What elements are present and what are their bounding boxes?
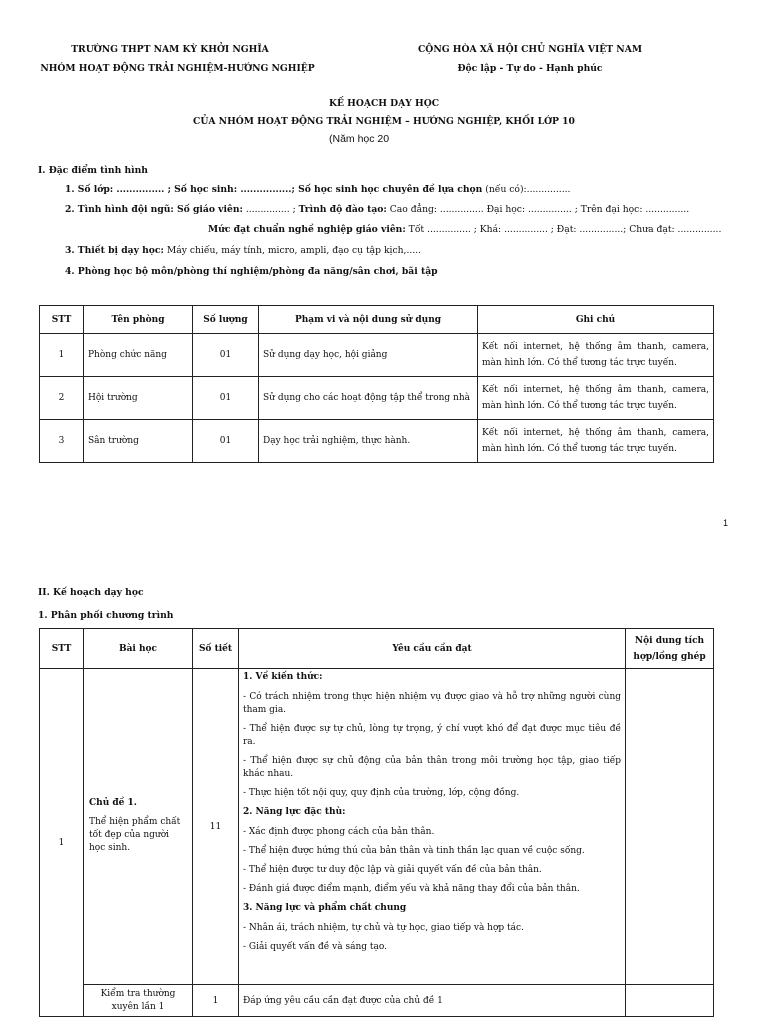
section2-sub1: 1. Phân phối chương trình: [38, 610, 174, 621]
row-requirements: Đáp ứng yêu cầu cần đạt được của chủ đề 1: [239, 985, 626, 1017]
row-room-name: Phòng chức năng: [84, 334, 193, 377]
req-heading-knowledge: 1. Về kiến thức:: [243, 672, 323, 682]
section2-heading: II. Kế hoạch dạy học: [38, 587, 144, 598]
item1-text: ............... ; Số học sinh: ................; Số học sinh học chuyên đề lựa chọn: [113, 184, 483, 195]
item2-label: 2. Tình hình đội ngũ: Số giáo viên:: [65, 204, 243, 215]
row-periods: 1: [193, 985, 239, 1017]
table-row: [40, 669, 714, 985]
plan-subtitle: CỦA NHÓM HOẠT ĐỘNG TRẢI NGHIỆM – HƯỚNG NGHIỆP, KHỐI LỚP 10: [193, 116, 575, 127]
row-note: Kết nối internet, hệ thống âm thanh, camera, màn hình lớn. Có thể tương tác trực tuyến.: [478, 334, 714, 377]
row-integration: [626, 985, 714, 1017]
col-quantity: Số lượng: [193, 306, 259, 334]
col-scope: Phạm vi và nội dung sử dụng: [259, 306, 478, 334]
row-note: Kết nối internet, hệ thống âm thanh, camera, màn hình lớn. Có thể tương tác trực tuyến.: [478, 377, 714, 420]
item2-label2: Trình độ đào tạo:: [298, 204, 387, 215]
row-room-name: Hội trường: [84, 377, 193, 420]
section1-item2b: [208, 224, 721, 235]
col-requirements: Yêu cầu cần đạt: [239, 629, 626, 669]
row-periods: 11: [193, 669, 239, 985]
req-heading-general: 3. Năng lực và phẩm chất chung: [243, 903, 407, 913]
req-item: - Nhân ái, trách nhiệm, tự chủ và tự học, giao tiếp và hợp tác.: [243, 923, 524, 933]
rooms-table: [39, 305, 714, 463]
col-lesson: Bài học: [84, 629, 193, 669]
row-quantity: 01: [193, 420, 259, 463]
row-stt: 1: [40, 669, 84, 1017]
row-note: Kết nối internet, hệ thống âm thanh, camera, màn hình lớn. Có thể tương tác trực tuyến.: [478, 420, 714, 463]
row-stt: 3: [40, 420, 84, 463]
req-item: - Thể hiện được sự tự chủ, lòng tự trọng, ý chí vượt khó để đạt được mục tiêu đề ra.: [243, 724, 621, 747]
row-scope: Sử dụng dạy học, hội giảng: [259, 334, 478, 377]
req-item: - Giải quyết vấn đề và sáng tạo.: [243, 942, 387, 952]
section1-item1: [65, 184, 570, 195]
row-lesson: Kiểm tra thường xuyên lần 1: [84, 985, 193, 1017]
req-item: - Đánh giá được điểm mạnh, điểm yếu và khả năng thay đổi của bản thân.: [243, 884, 580, 894]
row-stt: 2: [40, 377, 84, 420]
item3-text: Máy chiếu, máy tính, micro, ampli, đạo cụ tập kịch,.....: [163, 245, 422, 256]
topic-description: Thể hiện phẩm chất tốt đẹp của người học sinh.: [89, 817, 181, 853]
section1-heading: I. Đặc điểm tình hình: [38, 165, 148, 176]
row-integration: [626, 669, 714, 985]
table-row: [40, 377, 714, 420]
school-year: (Năm học 20: [329, 133, 390, 145]
school-name: TRƯỜNG THPT NAM KỲ KHỞI NGHĨA: [71, 44, 269, 55]
topic-title: Chủ đề 1.: [89, 798, 137, 808]
col-integration: Nội dung tích hợp/lồng ghép: [626, 629, 714, 669]
plan-title: KẾ HOẠCH DẠY HỌC: [328, 98, 440, 109]
table-row: [40, 420, 714, 463]
section1-item3: [65, 245, 421, 256]
row-quantity: 01: [193, 377, 259, 420]
req-item: - Thể hiện được hứng thú của bản thân và tinh thần lạc quan về cuộc sống.: [243, 846, 585, 856]
col-stt: STT: [40, 629, 84, 669]
req-item: - Thực hiện tốt nội quy, quy định của trường, lớp, cộng đồng.: [243, 788, 520, 798]
row-lesson: [84, 669, 193, 985]
item2b-label: Mức đạt chuẩn nghề nghiệp giáo viên:: [208, 224, 406, 235]
row-stt: 1: [40, 334, 84, 377]
req-heading-specific: 2. Năng lực đặc thù:: [243, 807, 346, 817]
section1-item2: [65, 204, 689, 215]
req-item: - Thể hiện được sự chủ động của bản thân trong môi trường học tập, giao tiếp khác nhau.: [243, 756, 621, 779]
country-motto: Độc lập - Tự do - Hạnh phúc: [457, 63, 603, 74]
req-item: - Có trách nhiệm trong thực hiện nhiệm vụ được giao và hỗ trợ những người cùng tham gia.: [243, 692, 621, 715]
item1-tail: (nếu có):...............: [482, 184, 571, 195]
row-requirements: [239, 669, 626, 985]
req-item: - Thể hiện được tư duy độc lập và giải quyết vấn đề của bản thân.: [243, 865, 542, 875]
col-periods: Số tiết: [193, 629, 239, 669]
row-quantity: 01: [193, 334, 259, 377]
page-number: 1: [723, 518, 729, 528]
table-row: [40, 985, 714, 1017]
row-scope: Sử dụng cho các hoạt động tập thể trong nhà: [259, 377, 478, 420]
col-room-name: Tên phòng: [84, 306, 193, 334]
row-scope: Dạy học trải nghiệm, thực hành.: [259, 420, 478, 463]
program-table-header: [40, 629, 714, 669]
col-note: Ghi chú: [478, 306, 714, 334]
item2-tail: Cao đẳng: ............... Đại học: ............... ; Trên đại học: ...............: [386, 204, 690, 215]
item1-label: 1. Số lớp:: [65, 184, 114, 195]
table-row: [40, 334, 714, 377]
country-name: CỘNG HÒA XÃ HỘI CHỦ NGHĨA VIỆT NAM: [418, 44, 642, 55]
item3-label: 3. Thiết bị dạy học:: [65, 245, 164, 256]
row-room-name: Sân trường: [84, 420, 193, 463]
col-stt: STT: [40, 306, 84, 334]
section1-item4: 4. Phòng học bộ môn/phòng thí nghiệm/phòng đa năng/sân chơi, bãi tập: [65, 266, 438, 277]
program-table: [39, 628, 714, 1017]
rooms-table-header: [40, 306, 714, 334]
req-item: - Xác định được phong cách của bản thân.: [243, 827, 435, 837]
item2-text: ............... ;: [242, 204, 299, 215]
item2b-text: Tốt ............... ; Khá: ............... ; Đạt: ...............; Chưa đạt: ...............: [405, 224, 722, 235]
group-name: NHÓM HOẠT ĐỘNG TRẢI NGHIỆM-HƯỚNG NGHIỆP: [40, 63, 315, 74]
